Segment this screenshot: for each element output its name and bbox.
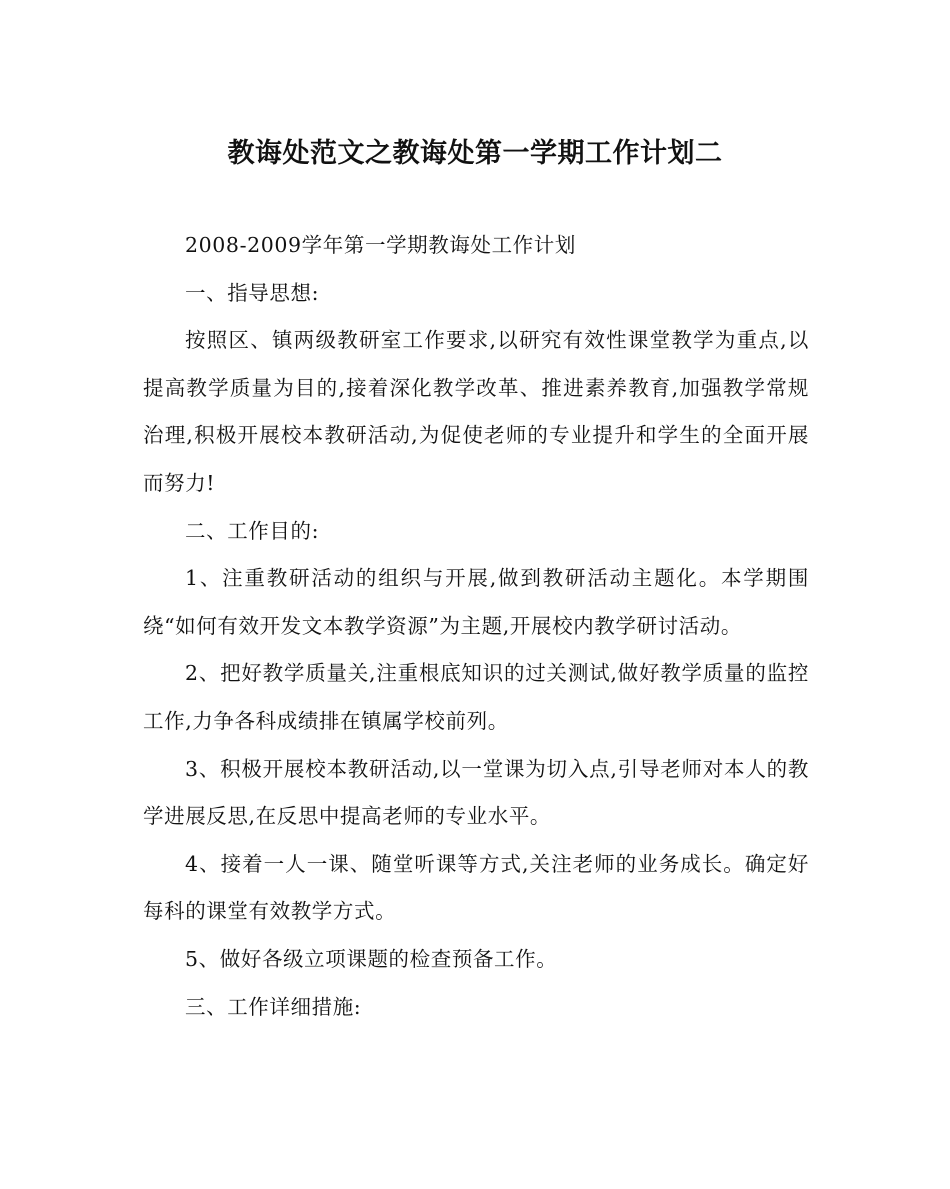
document-title: 教诲处范文之教诲处第一学期工作计划二 [227,138,723,169]
section-heading-measures: 三、工作详细措施: [185,994,362,1019]
section-heading-guiding-ideology: 一、指导思想: [185,280,320,305]
section-heading-work-goals: 二、工作目的: [185,518,320,543]
paragraph-goal-3: 3、积极开展校本教研活动,以一堂课为切入点,引导老师对本人的教学进展反思,在反思中提高老师的专业水平。 [143,756,809,829]
paragraph-goal-4: 4、接着一人一课、随堂听课等方式,关注老师的业务成长。确定好每科的课堂有效教学方式。 [143,851,809,924]
paragraph-goal-5: 5、做好各级立项课题的检查预备工作。 [185,946,558,971]
paragraph-goal-2: 2、把好教学质量关,注重根底知识的过关测试,做好教学质量的监控工作,力争各科成绩排在镇属学校前列。 [143,661,809,733]
document-body [143,222,809,1031]
paragraph-guiding-ideology: 按照区、镇两级教研室工作要求,以研究有效性课堂教学为重点,以提高教学质量为目的,接着深化教学改革、推进素养教育,加强教学常规治理,积极开展校本教研活动,为促使老师的专业提升和学生的全面开展而努力! [143,328,809,495]
paragraph-goal-1: 1、注重教研活动的组织与开展,做到教研活动主题化。本学期围绕“如何有效开发文本教学资源”为主题,开展校内教学研讨活动。 [143,566,809,638]
paragraph-subtitle: 2008-2009学年第一学期教诲处工作计划 [185,233,576,257]
